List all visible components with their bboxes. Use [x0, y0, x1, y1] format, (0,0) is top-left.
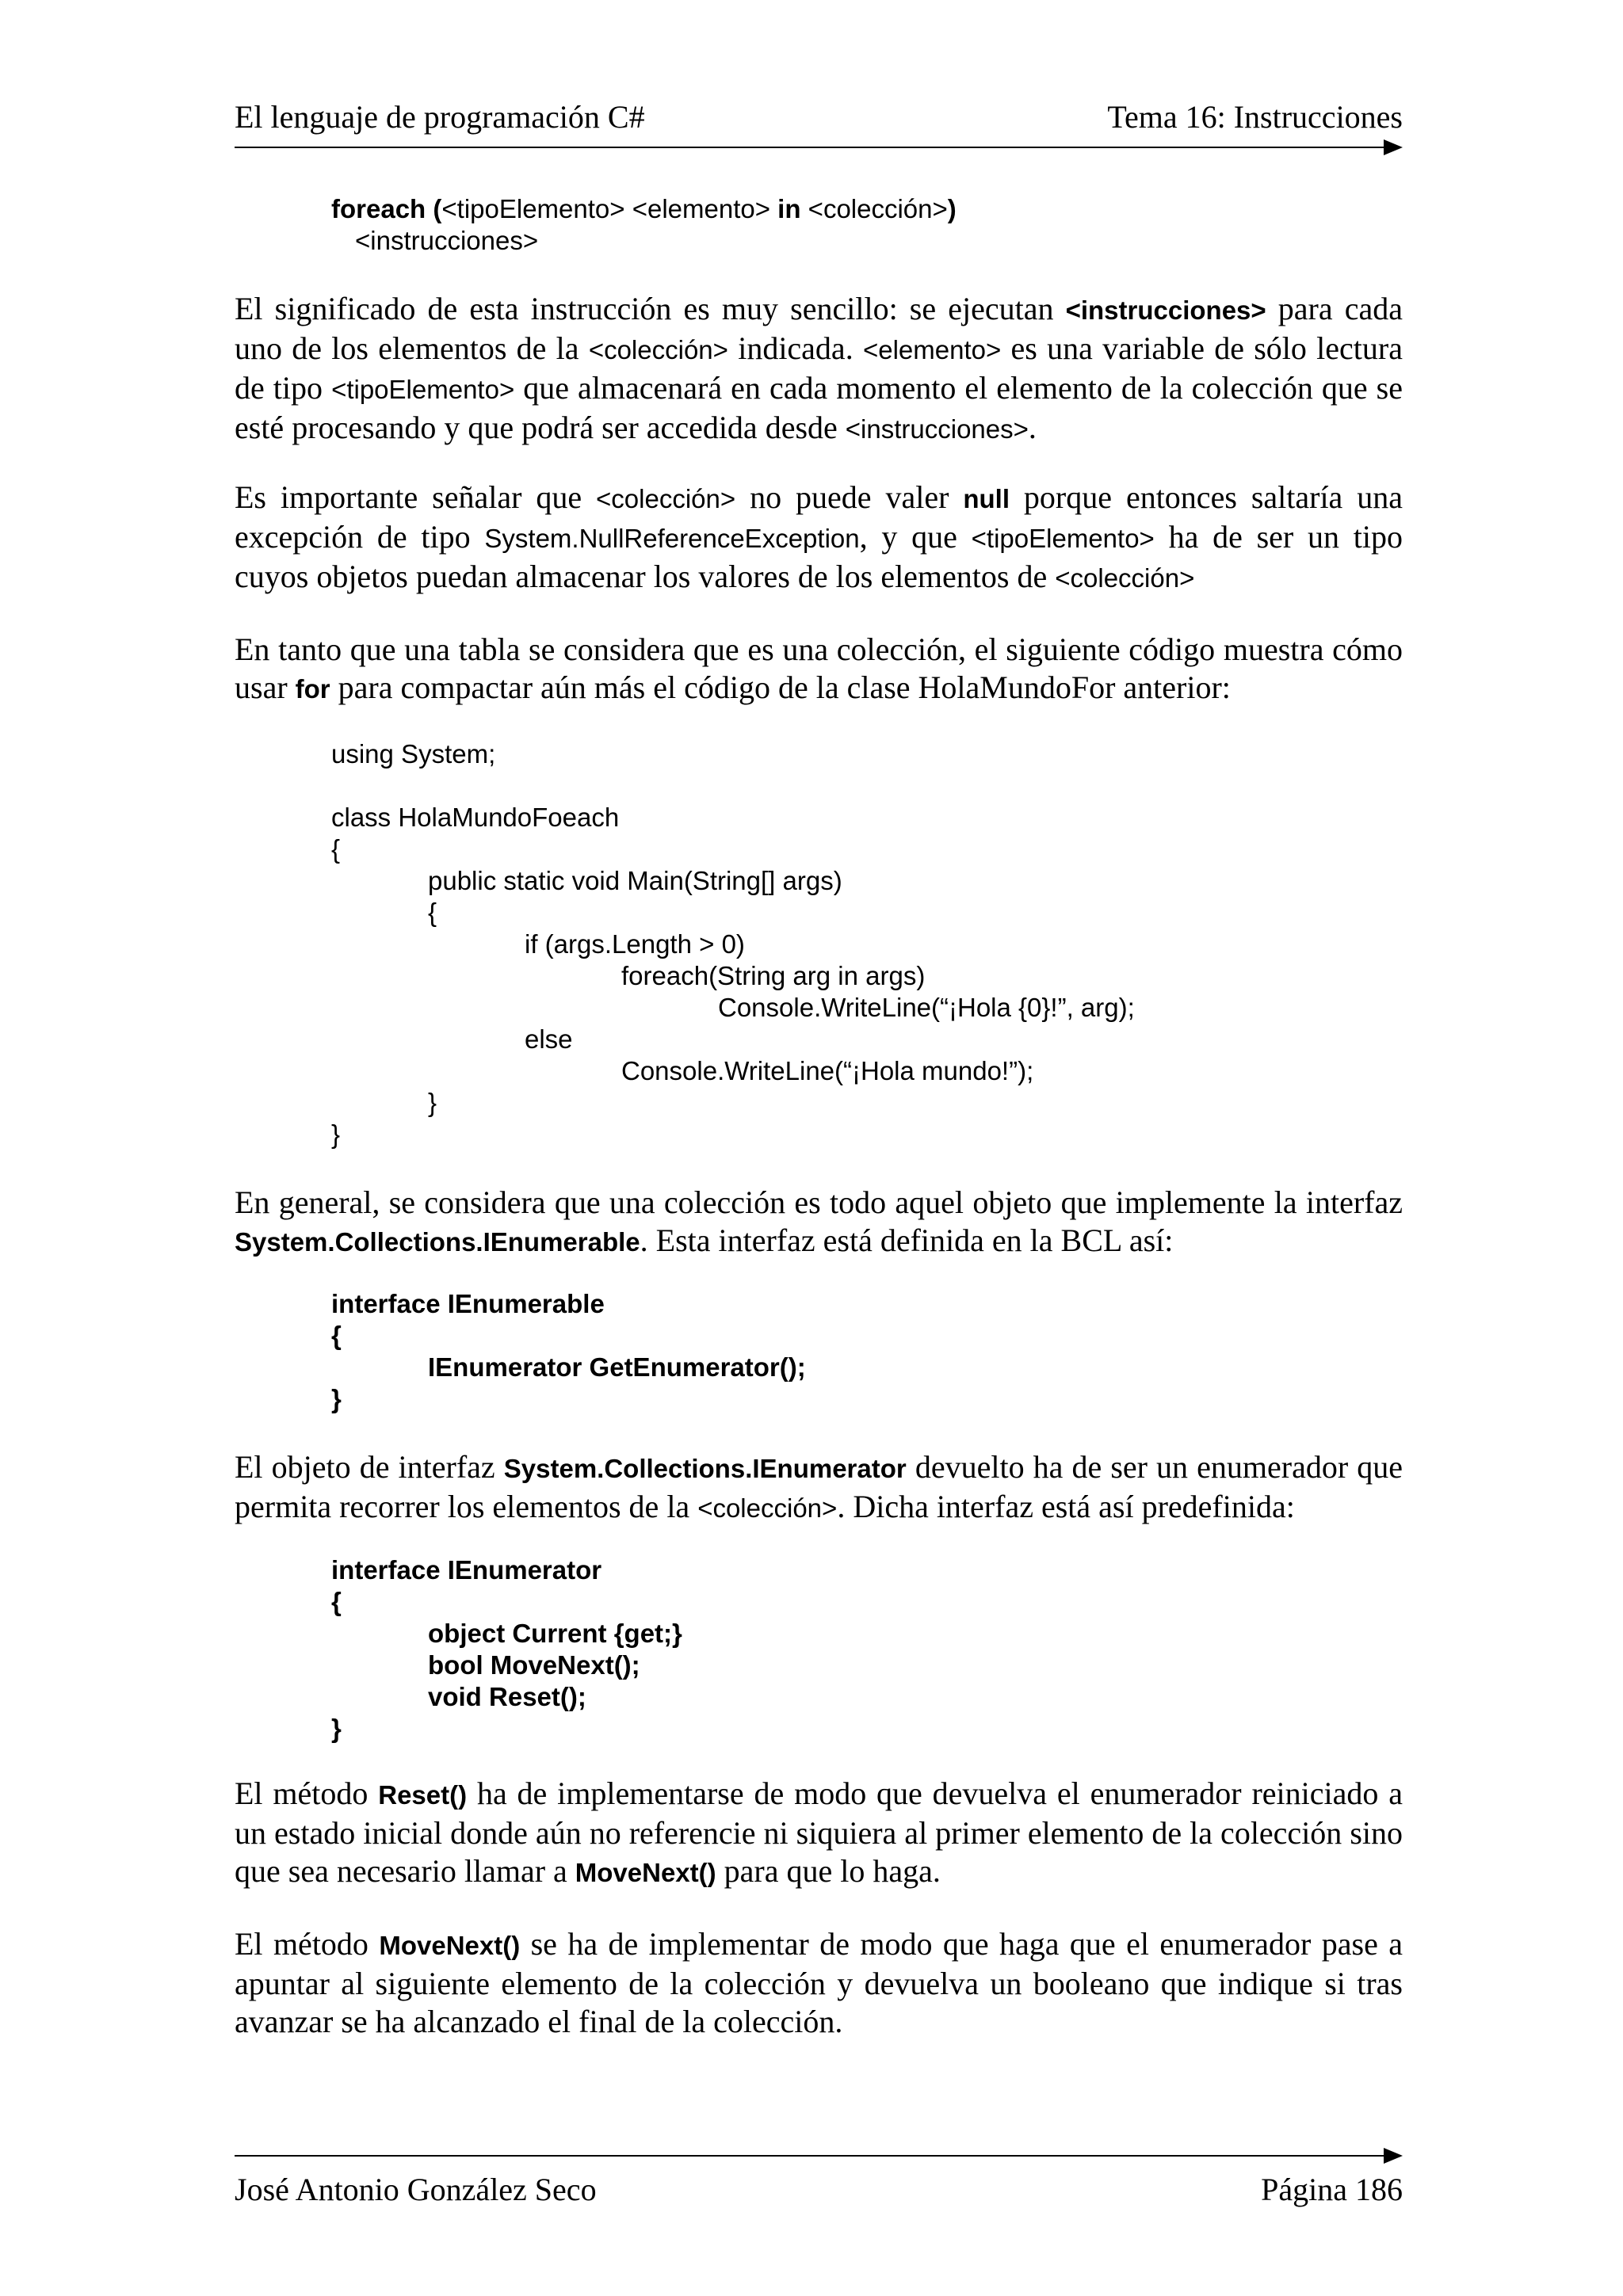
page-footer	[235, 2171, 1403, 2209]
footer-arrow-icon	[1384, 2148, 1403, 2164]
footer-author: José Antonio González Seco	[235, 2172, 597, 2207]
header-arrow-icon	[1384, 139, 1403, 155]
header-rule	[235, 147, 1385, 148]
paragraph-4: En general, se considera que una colección es todo aquel objeto que implemente la interfaz System.Collections.IEnumerable. Esta interfaz está definida en la BCL así:	[235, 1184, 1403, 1258]
paragraph-5: El objeto de interfaz System.Collections.IEnumerator devuelto ha de ser un enumerador que permita recorrer los elementos de la <colección>. Dicha interfaz está así predefinida:	[235, 1449, 1403, 1524]
header-title: El lenguaje de programación C#	[235, 99, 645, 135]
paragraph-7: El método MoveNext() se ha de implementar de modo que haga que el enumerador pase a apuntar al siguiente elemento de la colección y devuelva un booleano que indique si tras avanzar se ha alcanzado el final de la colección.	[235, 1926, 1403, 2039]
code-holamundo-foreach: using System; class HolaMundoFoeach { public static void Main(String[] args) { if (args.Length > 0) foreach(String arg in args) Console.WriteLine(“¡Hola {0}!”, arg); else Console.WriteLine(“¡Hola mundo!”); } }	[331, 739, 1135, 1149]
page-number: Página 186	[1261, 2172, 1403, 2207]
code-ienumerable: interface IEnumerable { IEnumerator GetEnumerator(); }	[331, 1289, 806, 1413]
page-header	[235, 98, 1403, 136]
paragraph-1: El significado de esta instrucción es muy sencillo: se ejecutan <instrucciones> para cada uno de los elementos de la <colección> indicada. <elemento> es una variable de sólo lectura de tipo <tipoElemento> que almacenará en cada momento el elemento de la colección que se esté procesando y que podrá ser accedida desde <instrucciones>.	[235, 291, 1403, 445]
paragraph-2: Es importante señalar que <colección> no puede valer null porque entonces saltaría una excepción de tipo System.NullReferenceException, y que <tipoElemento> ha de ser un tipo cuyos objetos puedan almacenar los valores de los elementos de <colección>	[235, 479, 1403, 594]
foreach-syntax: foreach (<tipoElemento> <elemento> in <colección>) <instrucciones>	[331, 194, 957, 255]
paragraph-6: El método Reset() ha de implementarse de modo que devuelva el enumerador reiniciado a un estado inicial donde aún no referencie ni siquiera al primer elemento de la colección sino que sea necesario llamar a MoveNext() para que lo haga.	[235, 1775, 1403, 1889]
code-ienumerator: interface IEnumerator { object Current {get;} bool MoveNext(); void Reset(); }	[331, 1555, 682, 1743]
header-chapter: Tema 16: Instrucciones	[1107, 99, 1403, 135]
paragraph-3: En tanto que una tabla se considera que es una colección, el siguiente código muestra cómo usar for para compactar aún más el código de la clase HolaMundoFor anterior:	[235, 631, 1403, 705]
footer-rule	[235, 2155, 1385, 2157]
